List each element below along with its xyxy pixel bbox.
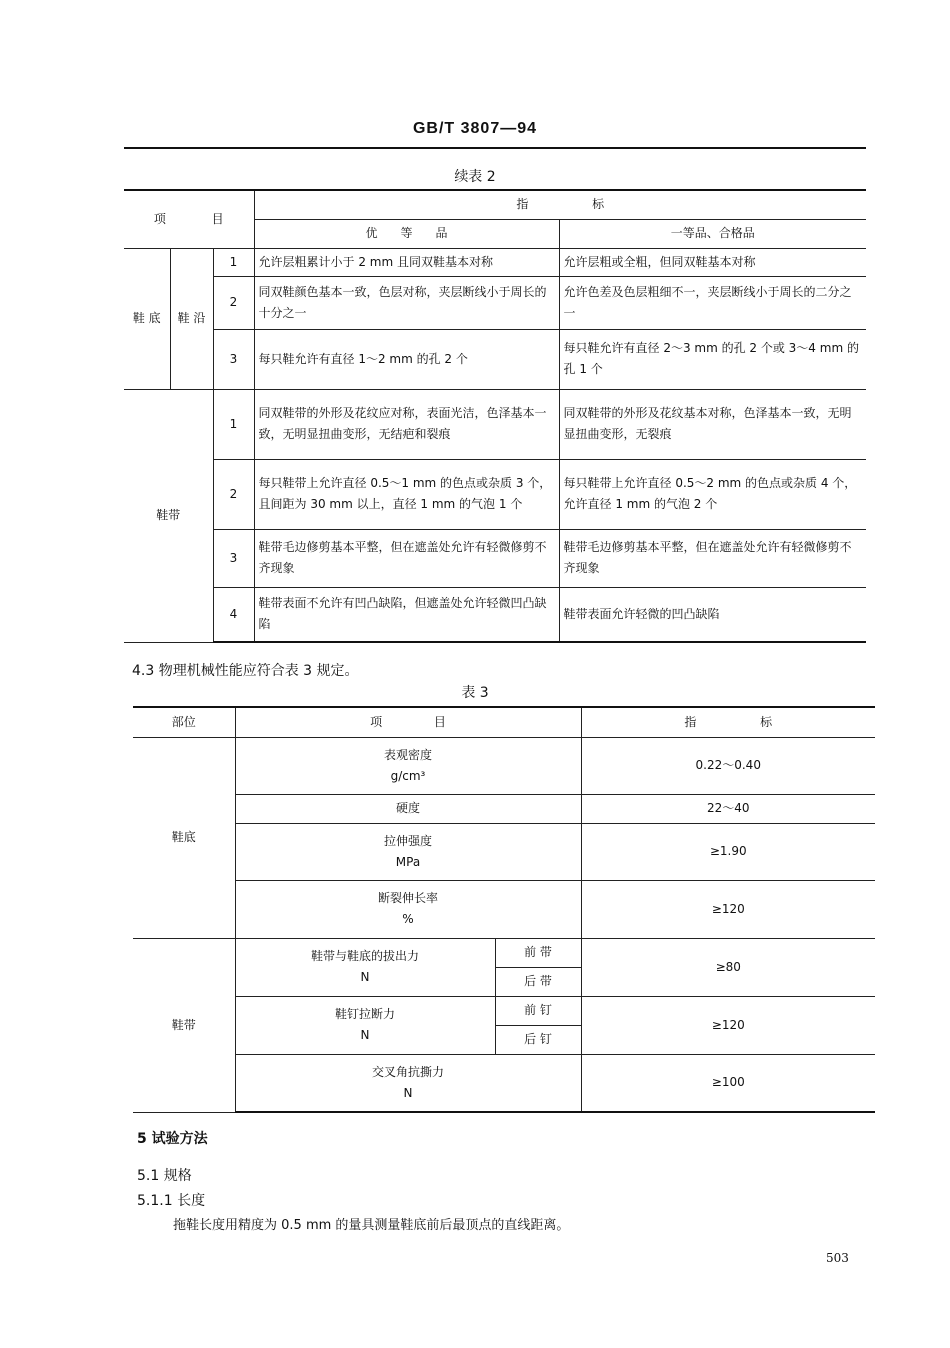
- table3-index-header: 指 标: [581, 707, 875, 737]
- table3-item-tensile: [235, 823, 581, 880]
- table2-category-strap: 鞋带: [124, 389, 213, 642]
- table2-other-cell: 同双鞋带的外形及花纹基本对称，色泽基本一致，无明显扭曲变形，无裂痕: [559, 389, 866, 459]
- table2-category-sole: 鞋 底: [124, 248, 170, 389]
- table2-other-cell: 允许色差及色层粗细不一，夹层断线小于周长的二分之一: [559, 276, 866, 329]
- item-name: 拉伸强度: [383, 833, 432, 848]
- table3-item-nail: [235, 996, 495, 1054]
- section-5-title: 5 试验方法: [137, 1131, 208, 1147]
- item-unit: N: [360, 1028, 370, 1042]
- table2-superior-cell: 鞋带表面不允许有凹凸缺陷，但遮盖处允许轻微凹凸缺陷: [254, 587, 559, 642]
- item-unit: N: [360, 970, 370, 984]
- table3-item-density: [235, 737, 581, 794]
- table3-caption: 表 3: [461, 685, 489, 701]
- table3-item-hardness: [235, 794, 581, 823]
- table2-caption: 续表 2: [454, 169, 496, 185]
- item-unit: N: [403, 1085, 413, 1100]
- table2-category-edge: 鞋 沿: [170, 248, 213, 389]
- table3-value: ≥80: [581, 938, 875, 996]
- table3-value: 22～40: [581, 794, 875, 823]
- table2-superior-cell: 同双鞋带的外形及花纹应对称，表面光洁，色泽基本一致，无明显扭曲变形，无结疤和裂痕: [254, 389, 559, 459]
- item-name: 鞋带与鞋底的拔出力: [310, 949, 419, 963]
- table2-item-header: 项 目: [124, 190, 254, 248]
- item-unit: %: [402, 912, 414, 926]
- table3-value: ≥1.90: [581, 823, 875, 880]
- table3-item-pull-out: [235, 938, 495, 996]
- table2-superior-header: 优 等 品: [254, 219, 559, 248]
- table2-row-number: 3: [213, 529, 254, 587]
- table3-part-header: 部位: [133, 707, 235, 737]
- table3-sub-back: 后 钉: [495, 1025, 581, 1054]
- table2-other-cell: 鞋带表面允许轻微的凹凸缺陷: [559, 587, 866, 642]
- table3-sub-front: 前 带: [495, 938, 581, 967]
- header-rule: [124, 147, 866, 149]
- table2-other-cell: 允许层粗或全粗，但同双鞋基本对称: [559, 248, 866, 276]
- table3-item-tear: [235, 1054, 581, 1112]
- table3: [133, 706, 875, 1113]
- table2-row-number: 2: [213, 276, 254, 329]
- table2-other-grade-header: 一等品、合格品: [559, 219, 866, 248]
- table3-sub-back: 后 带: [495, 967, 581, 996]
- table3-value: ≥120: [581, 996, 875, 1054]
- table2-row-number: 1: [213, 248, 254, 276]
- table2-superior-cell: 每只鞋允许有直径 1～2 mm 的孔 2 个: [254, 329, 559, 389]
- table2-row-number: 2: [213, 459, 254, 529]
- table3-item-elongation: [235, 880, 581, 938]
- item-name: 鞋钉拉断力: [334, 1007, 395, 1021]
- table2-row-number: 4: [213, 587, 254, 642]
- table2-other-cell: 每只鞋带上允许直径 0.5～2 mm 的色点或杂质 4 个，允许直径 1 mm 的气泡 2 个: [559, 459, 866, 529]
- item-name: 表观密度: [383, 747, 432, 762]
- table2-superior-cell: 每只鞋带上允许直径 0.5～1 mm 的色点或杂质 3 个，且间距为 30 mm 以上，直径 1 mm 的气泡 1 个: [254, 459, 559, 529]
- table2-other-cell: 每只鞋允许有直径 2～3 mm 的孔 2 个或 3～4 mm 的孔 1 个: [559, 329, 866, 389]
- table2: [124, 189, 866, 643]
- item-name: 交叉角抗撕力: [371, 1064, 444, 1079]
- clause-4-3: 4.3 物理机械性能应符合表 3 规定。: [132, 663, 359, 679]
- table3-value: 0.22～0.40: [581, 737, 875, 794]
- item-name: 硬度: [395, 801, 420, 815]
- table2-superior-cell: 同双鞋颜色基本一致，色层对称，夹层断线小于周长的十分之一: [254, 276, 559, 329]
- section-5-1: 5.1 规格: [137, 1168, 192, 1184]
- table2-superior-cell: 允许层粗累计小于 2 mm 且同双鞋基本对称: [254, 248, 559, 276]
- item-unit: g/cm³: [390, 768, 426, 783]
- section-5-1-1: 5.1.1 长度: [137, 1193, 206, 1209]
- section-5-1-1-text: 拖鞋长度用精度为 0.5 mm 的量具测量鞋底前后最顶点的直线距离。: [173, 1218, 570, 1233]
- table3-sub-front: 前 钉: [495, 996, 581, 1025]
- item-name: 断裂伸长率: [377, 891, 438, 905]
- table2-row-number: 3: [213, 329, 254, 389]
- table2-other-cell: 鞋带毛边修剪基本平整，但在遮盖处允许有轻微修剪不齐现象: [559, 529, 866, 587]
- table3-part-strap: 鞋带: [133, 938, 235, 1112]
- table3-part-sole: 鞋底: [133, 737, 235, 938]
- table3-value: ≥100: [581, 1054, 875, 1112]
- table3-value: ≥120: [581, 880, 875, 938]
- page-number: 503: [826, 1251, 849, 1265]
- table3-item-header: 项 目: [235, 707, 581, 737]
- item-unit: MPa: [395, 854, 421, 869]
- table2-superior-cell: 鞋带毛边修剪基本平整，但在遮盖处允许有轻微修剪不齐现象: [254, 529, 559, 587]
- table2-row-number: 1: [213, 389, 254, 459]
- standard-code-header: GB/T 3807—94: [412, 120, 538, 137]
- table2-index-header: 指 标: [254, 190, 866, 219]
